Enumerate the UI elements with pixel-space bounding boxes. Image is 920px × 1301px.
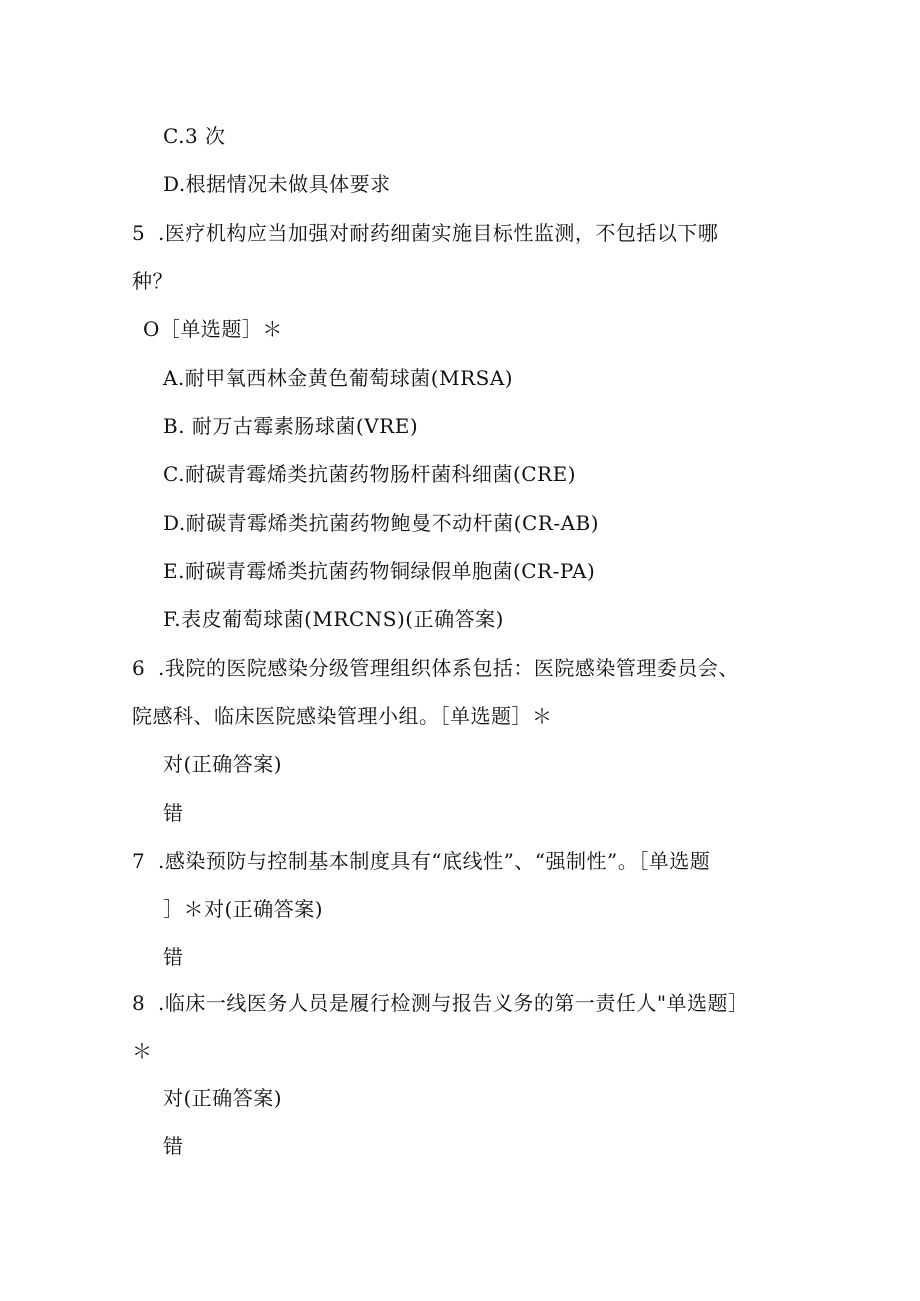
- q5-option-c: C.耐碳青霉烯类抗菌药物肠杆菌科细菌(CRE): [163, 462, 577, 486]
- q7-number: 7: [132, 849, 146, 873]
- q7-question-line2: ］＊对(正确答案): [163, 897, 324, 921]
- q5-question-line1: [132, 219, 718, 247]
- q8-text-line1: .临床一线医务人员是履行检测与报告义务的第一责任人"单选题］: [158, 991, 749, 1015]
- q4-option-d: D.根据情况未做具体要求: [163, 172, 391, 196]
- q5-question-type: O［单选题］＊: [143, 317, 283, 341]
- q6-question-line2: 院感科、临床医院感染管理小组。［单选题］＊: [132, 704, 553, 728]
- q7-option-false: 错: [163, 945, 184, 969]
- q6-text-line1: .我院的医院感染分级管理组织体系包括：医院感染管理委员会、: [158, 656, 739, 680]
- q7-text-line1: .感染预防与控制基本制度具有“底线性”、“强制性”。［单选题: [158, 849, 711, 873]
- q8-number: 8: [132, 991, 146, 1015]
- q5-option-e: E.耐碳青霉烯类抗菌药物铜绿假单胞菌(CR-PA): [163, 559, 596, 583]
- q5-text-line1: .医疗机构应当加强对耐药细菌实施目标性监测，不包括以下哪: [158, 221, 719, 245]
- q6-option-false: 错: [163, 801, 184, 825]
- q6-option-true: 对(正确答案): [163, 752, 283, 776]
- q8-question-line2: ＊: [132, 1039, 153, 1063]
- q8-question-line1: [132, 989, 749, 1017]
- q8-option-false: 错: [163, 1134, 184, 1158]
- q5-option-a: A.耐甲氧西林金黄色葡萄球菌(MRSA): [163, 366, 514, 390]
- q5-option-d: D.耐碳青霉烯类抗菌药物鲍曼不动杆菌(CR-AB): [163, 511, 600, 535]
- q4-option-c: C.3 次: [163, 124, 226, 148]
- q5-number: 5: [132, 221, 146, 245]
- q8-option-true: 对(正确答案): [163, 1086, 283, 1110]
- q6-question-line1: [132, 654, 739, 682]
- q5-option-b: B. 耐万古霉素肠球菌(VRE): [163, 414, 419, 438]
- q5-option-f: F.表皮葡萄球菌(MRCNS)(正确答案): [163, 607, 504, 631]
- q5-question-line2: 种？: [132, 269, 173, 293]
- q7-question-line1: [132, 847, 710, 875]
- q6-number: 6: [132, 656, 146, 680]
